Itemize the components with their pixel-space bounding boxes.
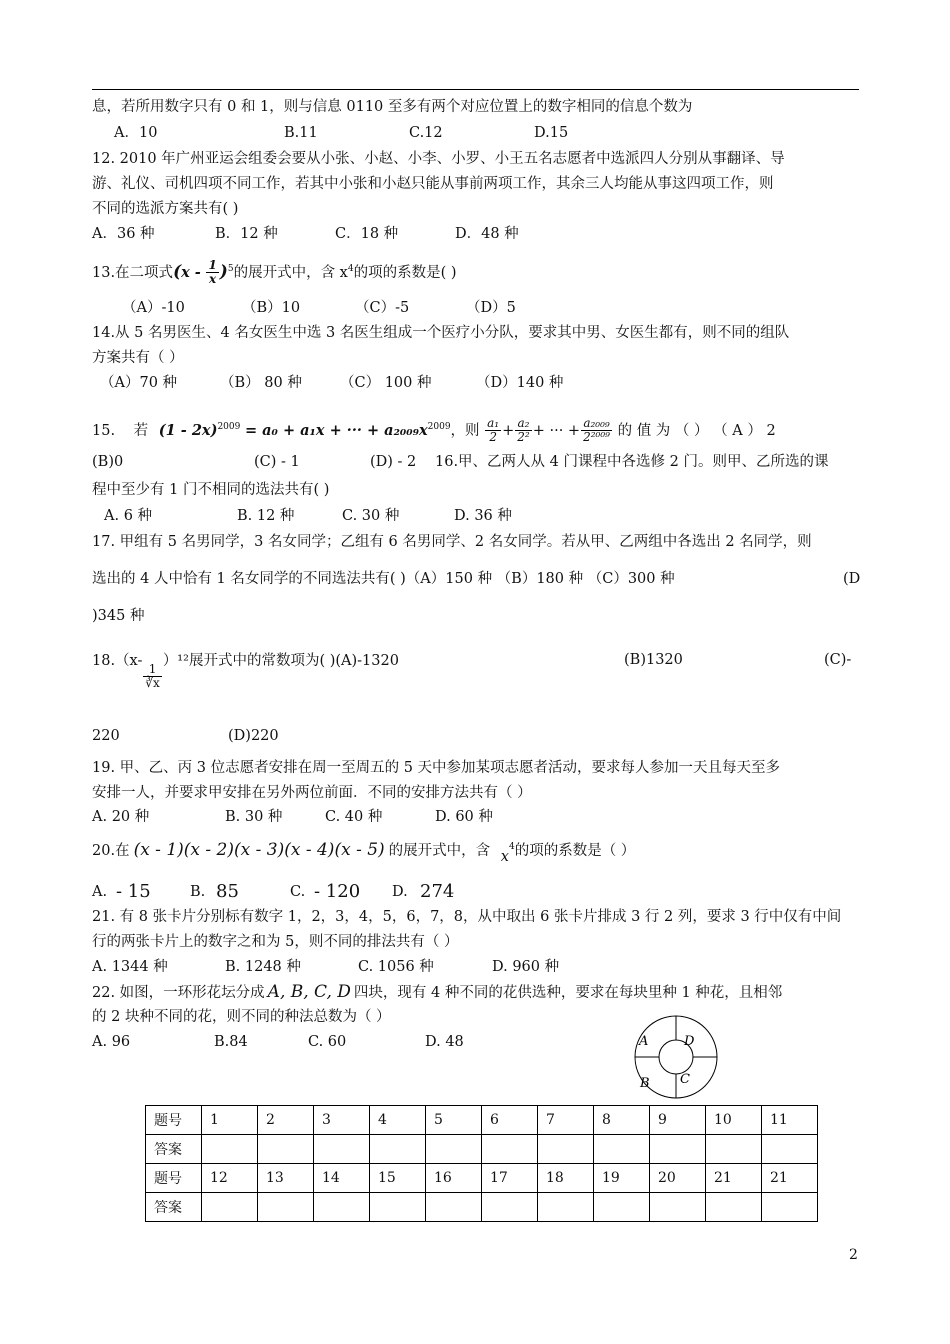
q19-option-c: C. 40 种 (325, 809, 383, 825)
q18-option-c: (C)- (824, 652, 852, 668)
q16-option-c: C. 30 种 (342, 508, 400, 524)
q15-ze: ，则 (450, 422, 480, 439)
table-cell: 21 (762, 1164, 818, 1193)
answer-cell[interactable] (650, 1193, 706, 1222)
answer-cell[interactable] (258, 1135, 314, 1164)
answer-cell[interactable] (426, 1135, 482, 1164)
answer-table (145, 1105, 818, 1222)
table-cell: 21 (706, 1164, 762, 1193)
q16-option-d: D. 36 种 (454, 508, 512, 524)
region-d: D (684, 1034, 695, 1049)
q17-line1: 17. 甲组有 5 名男同学，3 名女同学；乙组有 6 名男同学、2 名女同学。若从甲、乙两组中各选出 2 名同学，则 (92, 534, 812, 550)
q20-expression: (x - 1)(x - 2)(x - 3)(x - 4)(x - 5) (133, 839, 385, 860)
q11-option-a: A．10 (114, 125, 158, 141)
q13-option-b: （B）10 (242, 300, 301, 316)
table-cell: 11 (762, 1106, 818, 1135)
q19-line2: 安排一人，并要求甲安排在另外两位前面．不同的安排方法共有（ ） (92, 785, 532, 801)
q12-line1: 12. 2010 年广州亚运会组委会要从小张、小赵、小李、小罗、小王五名志愿者中选派四人分别从事翻译、导 (92, 151, 785, 167)
q22-option-a: A. 96 (92, 1034, 131, 1050)
q14-option-d: （D）140 种 (476, 375, 564, 391)
q22-option-c: C. 60 (308, 1034, 347, 1050)
table-row-answers-1 (146, 1135, 818, 1164)
q17-line3: )345 种 (92, 608, 145, 624)
table-header: 答案 (146, 1193, 202, 1222)
q11-option-c: C.12 (409, 125, 443, 141)
q17-line2: 选出的 4 人中恰有 1 名女同学的不同选法共有( )（A）150 种 （B）180 种 （C）300 种 (92, 571, 675, 587)
answer-cell[interactable] (258, 1193, 314, 1222)
q15-dots: + ··· + (532, 422, 581, 439)
table-cell: 7 (538, 1106, 594, 1135)
q13-prefix: 13.在二项式 (92, 264, 174, 281)
table-header: 题号 (146, 1106, 202, 1135)
answer-cell[interactable] (762, 1193, 818, 1222)
q21-option-a: A. 1344 种 (92, 959, 168, 975)
table-cell: 17 (482, 1164, 538, 1193)
q18-line (92, 650, 399, 690)
q15-number: 15. (92, 422, 116, 439)
q14-line1: 14.从 5 名男医生、4 名女医生中选 3 名医生组成一个医疗小分队，要求其中男、女医生都有，则不同的组队 (92, 325, 790, 341)
q20-prefix: 20.在 (92, 842, 130, 859)
answer-cell[interactable] (706, 1193, 762, 1222)
q20-option-b: 85 (216, 881, 239, 902)
answer-cell[interactable] (482, 1193, 538, 1222)
q20-end: 的项的系数是（ ） (514, 842, 636, 859)
answer-cell[interactable] (706, 1135, 762, 1164)
q22-post: 四块，现有 4 种不同的花供选种，要求在每块里种 1 种花，且相邻 (353, 985, 783, 1001)
q11-option-d: D.15 (534, 125, 569, 141)
answer-cell[interactable] (426, 1193, 482, 1222)
q15-line: 15. 若 (1 - 2x)$^{2009}$ = a₀ + a₁x + ··· + $a_{2009}x^{2009}$，则 $\frac{\text{a₁}}{2}$ + $\frac{\text{a₂}}{\text{2²}}$ + ··· + $\frac{\text{a₂₀₀₉}}{\text{2²⁰⁰⁹}}$ 的 值 为 （ ） （ A ） 2 (92, 416, 776, 445)
q20-x: x (500, 848, 509, 865)
q15-frac1: $\frac{\text{a₁}}{2}$ (487, 416, 500, 445)
ring-flowerbed-figure (617, 1012, 735, 1102)
table-cell: 1 (202, 1106, 258, 1135)
answer-cell[interactable] (650, 1135, 706, 1164)
q22-prefix: 22. 如图，一环形花坛分成 (92, 985, 265, 1001)
region-b: B (640, 1076, 650, 1091)
q20-x-sup: 4 (508, 842, 515, 852)
q14-option-c: （C） 100 种 (340, 375, 432, 391)
answer-cell[interactable] (370, 1193, 426, 1222)
q22-line2: 的 2 块种不同的花，则不同的种法总数为（ ） (92, 1009, 391, 1025)
q12-line3: 不同的选派方案共有( ) (92, 201, 239, 217)
q15-frac3: $\frac{\text{a₂₀₀₉}}{\text{2²⁰⁰⁹}}$ (583, 416, 610, 445)
q15-tail: 的 值 为 （ ） （ A ） 2 (617, 422, 776, 439)
q14-option-a: （A）70 种 (100, 375, 178, 391)
q13-post-sup: 4 (347, 264, 354, 274)
q16-option-a: A. 6 种 (104, 508, 153, 524)
table-cell: 19 (594, 1164, 650, 1193)
q13-option-d: （D）5 (466, 300, 516, 316)
table-cell: 16 (426, 1164, 482, 1193)
table-row-answers-2 (146, 1193, 818, 1222)
table-cell: 13 (258, 1164, 314, 1193)
region-c: C (680, 1072, 690, 1087)
q15-option-d: (D) - 2 (370, 454, 417, 470)
q15-option-b: (B)0 (92, 454, 124, 470)
table-cell: 5 (426, 1106, 482, 1135)
q14-option-b: （B） 80 种 (220, 375, 302, 391)
table-cell: 8 (594, 1106, 650, 1135)
q19-line1: 19. 甲、乙、丙 3 位志愿者安排在周一至周五的 5 天中参加某项志愿者活动，要求每人参加一天且每天至多 (92, 760, 781, 776)
answer-cell[interactable] (482, 1135, 538, 1164)
table-cell: 20 (650, 1164, 706, 1193)
answer-cell[interactable] (762, 1135, 818, 1164)
q11-option-b: B.11 (284, 125, 318, 141)
q16-line1: 16.甲、乙两人从 4 门课程中各选修 2 门。则甲、乙所选的课 (435, 454, 829, 470)
q18-option-d: (D)220 (228, 728, 279, 744)
table-cell: 2 (258, 1106, 314, 1135)
q15-ruo: 若 (133, 422, 149, 439)
q20-option-d-label: D. (392, 884, 408, 900)
q18-prefix: 18.（x- (92, 653, 143, 669)
q15-lhs: (1 - 2x) (158, 421, 218, 439)
q20-option-a: - 15 (116, 881, 151, 902)
q12-option-c: C．18 种 (335, 226, 399, 242)
q15-option-c: (C) - 1 (254, 454, 300, 470)
q13-line: 13.在二项式(x - $\frac{1}{x}$ )$^5$的展开式中，含 $x^4$的项的系数是( ) (92, 258, 457, 287)
q21-option-c: C. 1056 种 (358, 959, 434, 975)
table-header: 答案 (146, 1135, 202, 1164)
q12-line2: 游、礼仪、司机四项不同工作，若其中小张和小赵只能从事前两项工作，其余三人均能从事这四项工作，则 (92, 176, 774, 192)
q13-fraction: $\frac{1}{x}$ (208, 258, 217, 287)
table-cell: 15 (370, 1164, 426, 1193)
q22-line1 (92, 982, 782, 1003)
q22-abcd: A, B, C, D (267, 982, 351, 1002)
q12-option-b: B．12 种 (215, 226, 278, 242)
q20-option-c-label: C. (290, 884, 306, 900)
q21-line2: 行的两张卡片上的数字之和为 5，则不同的排法共有（ ） (92, 934, 459, 950)
q13-option-c: （C）-5 (355, 300, 410, 316)
q15-rhs: = a₀ + a₁x + ··· + a₂₀₀₉x (244, 421, 428, 439)
q15-lhs-exp: 2009 (217, 422, 241, 432)
q20-option-b-label: B. (190, 884, 206, 900)
table-row-numbers-1 (146, 1106, 818, 1135)
table-cell: 18 (538, 1164, 594, 1193)
q18-option-c-cont: 220 (92, 728, 120, 744)
header-rule (92, 89, 859, 90)
table-cell: 14 (314, 1164, 370, 1193)
q18-text: 展开式中的常数项为( )(A)-1320 (188, 653, 399, 669)
q19-option-b: B. 30 种 (225, 809, 283, 825)
answer-cell[interactable] (314, 1135, 370, 1164)
answer-cell[interactable] (202, 1193, 258, 1222)
table-cell: 4 (370, 1106, 426, 1135)
table-cell: 12 (202, 1164, 258, 1193)
table-cell: 10 (706, 1106, 762, 1135)
q20-line (92, 834, 635, 864)
q12-option-d: D．48 种 (455, 226, 519, 242)
q18-option-b: (B)1320 (624, 652, 683, 668)
q20-option-d: 274 (420, 881, 455, 902)
q22-option-d: D. 48 (425, 1034, 464, 1050)
q14-line2: 方案共有（ ） (92, 350, 184, 366)
page-number: 2 (849, 1247, 858, 1263)
q13-end: 的项的系数是( ) (353, 264, 457, 281)
q21-option-b: B. 1248 种 (225, 959, 301, 975)
q18-exponent: ）¹² (162, 653, 189, 669)
q20-option-c: - 120 (314, 881, 361, 902)
q20-mid: 的展开式中，含 (388, 842, 491, 859)
answer-cell[interactable] (538, 1193, 594, 1222)
q16-option-b: B. 12 种 (237, 508, 295, 524)
q18-fraction: $\frac{1}{∛x}$ (145, 662, 160, 690)
table-cell: 6 (482, 1106, 538, 1135)
q13-post: 的展开式中，含 x (233, 264, 348, 281)
q12-option-a: A．36 种 (92, 226, 155, 242)
q13-x: x - (181, 263, 201, 281)
region-a: A (639, 1034, 649, 1049)
q21-line1: 21. 有 8 张卡片分别标有数字 1，2，3，4，5，6，7，8，从中取出 6 张卡片排成 3 行 2 列，要求 3 行中仅有中间 (92, 909, 842, 925)
table-row-numbers-2 (146, 1164, 818, 1193)
q17-option-d-start: (D (843, 571, 861, 587)
answer-cell[interactable] (594, 1135, 650, 1164)
q22-option-b: B.84 (214, 1034, 248, 1050)
answer-cell[interactable] (538, 1135, 594, 1164)
answer-cell[interactable] (314, 1193, 370, 1222)
q13-exponent: 5 (227, 264, 234, 274)
table-cell: 9 (650, 1106, 706, 1135)
q19-option-a: A. 20 种 (92, 809, 150, 825)
answer-cell[interactable] (370, 1135, 426, 1164)
q21-option-d: D. 960 种 (492, 959, 560, 975)
q11-text: 息，若所用数字只有 0 和 1，则与信息 0110 至多有两个对应位置上的数字相同的信息个数为 (92, 99, 693, 115)
q19-option-d: D. 60 种 (435, 809, 493, 825)
answer-cell[interactable] (202, 1135, 258, 1164)
q16-line2: 程中至少有 1 门不相同的选法共有( ) (92, 482, 330, 498)
table-cell: 3 (314, 1106, 370, 1135)
q15-frac2: $\frac{\text{a₂}}{\text{2²}}$ (517, 416, 530, 445)
answer-cell[interactable] (594, 1193, 650, 1222)
q15-rhs-exp: 2009 (427, 422, 451, 432)
q20-option-a-label: A. (92, 884, 108, 900)
q13-option-a: （A）-10 (122, 300, 185, 316)
table-header: 题号 (146, 1164, 202, 1193)
